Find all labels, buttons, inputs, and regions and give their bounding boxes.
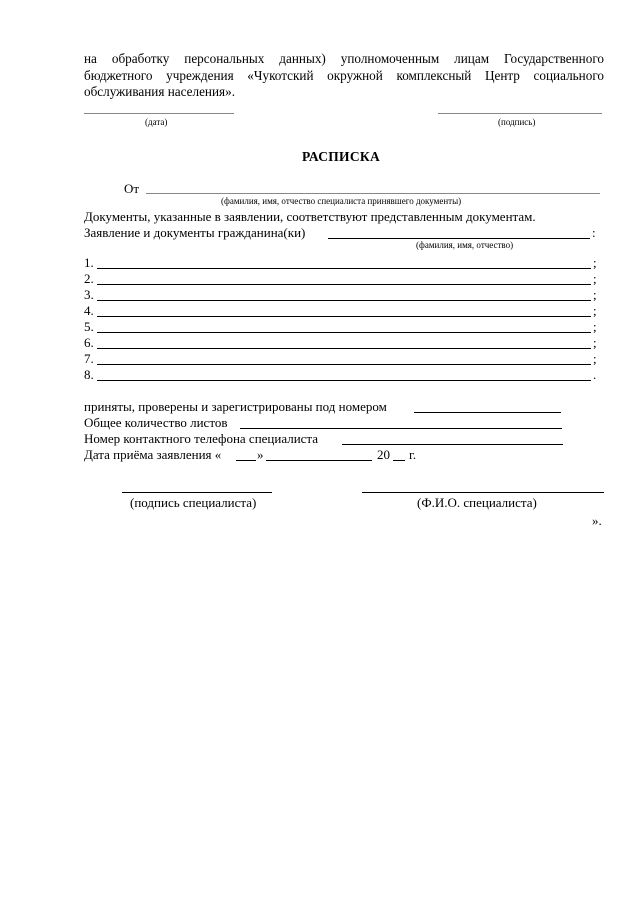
from-field[interactable] (146, 193, 600, 194)
date-caption: (дата) (145, 117, 168, 127)
list-item-field[interactable] (97, 332, 591, 333)
receipt-date-label: Дата приёма заявления « (84, 447, 222, 462)
list-item-end: . (593, 367, 597, 382)
list-item-number: 1. (84, 255, 94, 270)
list-item-number: 2. (84, 271, 94, 286)
applicant-colon: : (592, 225, 596, 240)
signature-line[interactable] (438, 113, 602, 114)
from-label: От (124, 181, 140, 196)
receipt-day-field[interactable] (236, 460, 256, 461)
list-item-number: 5. (84, 319, 94, 334)
receipt-date-quote: » (257, 447, 264, 462)
intro-line-1: на обработку персональных данных) уполномоченным лицам Государственного (84, 51, 604, 66)
list-item-number: 3. (84, 287, 94, 302)
specialist-name-caption: (Ф.И.О. специалиста) (417, 495, 537, 510)
list-item-field[interactable] (97, 348, 591, 349)
list-item-field[interactable] (97, 364, 591, 365)
receipt-year-field[interactable] (393, 460, 405, 461)
closing-mark: ». (592, 513, 602, 528)
phone-label: Номер контактного телефона специалиста (84, 431, 319, 446)
receipt-year-suffix: г. (409, 447, 417, 462)
registration-number-field[interactable] (414, 412, 561, 413)
applicant-caption: (фамилия, имя, отчество) (416, 240, 514, 250)
list-item-number: 8. (84, 367, 94, 382)
list-item-end: ; (593, 255, 597, 270)
list-item-end: ; (593, 271, 597, 286)
intro-paragraph (84, 51, 604, 101)
accepted-label: приняты, проверены и зарегистрированы под номером (84, 399, 387, 414)
applicant-field[interactable] (328, 238, 590, 239)
receipt-month-field[interactable] (266, 460, 372, 461)
list-item-end: ; (593, 351, 597, 366)
date-line[interactable] (84, 113, 234, 114)
receipt-year-prefix: 20 (377, 447, 390, 462)
list-item-end: ; (593, 303, 597, 318)
list-item-number: 4. (84, 303, 94, 318)
list-item-field[interactable] (97, 316, 591, 317)
sheets-count-field[interactable] (240, 428, 562, 429)
specialist-name-line[interactable] (362, 492, 604, 493)
list-item-field[interactable] (97, 300, 591, 301)
phone-field[interactable] (342, 444, 563, 445)
list-item-end: ; (593, 287, 597, 302)
from-caption: (фамилия, имя, отчество специалиста принявшего документы) (221, 196, 462, 206)
list-item-field[interactable] (97, 380, 591, 381)
receipt-title: РАСПИСКА (302, 149, 381, 164)
intro-line-2: бюджетного учреждения «Чукотский окружной комплексный Центр социального (84, 67, 604, 83)
intro-line-3: обслуживания населения». (84, 84, 235, 99)
signature-caption: (подпись) (498, 117, 536, 127)
list-item-end: ; (593, 335, 597, 350)
list-item-number: 6. (84, 335, 94, 350)
list-item-field[interactable] (97, 268, 591, 269)
list-item-field[interactable] (97, 284, 591, 285)
specialist-signature-caption: (подпись специалиста) (130, 495, 257, 510)
list-item-end: ; (593, 319, 597, 334)
sheets-label: Общее количество листов (84, 415, 228, 430)
applicant-label: Заявление и документы гражданина(ки) (84, 225, 306, 240)
statement-text: Документы, указанные в заявлении, соответствуют представленным документам. (84, 209, 536, 224)
list-item-number: 7. (84, 351, 94, 366)
specialist-signature-line[interactable] (122, 492, 272, 493)
